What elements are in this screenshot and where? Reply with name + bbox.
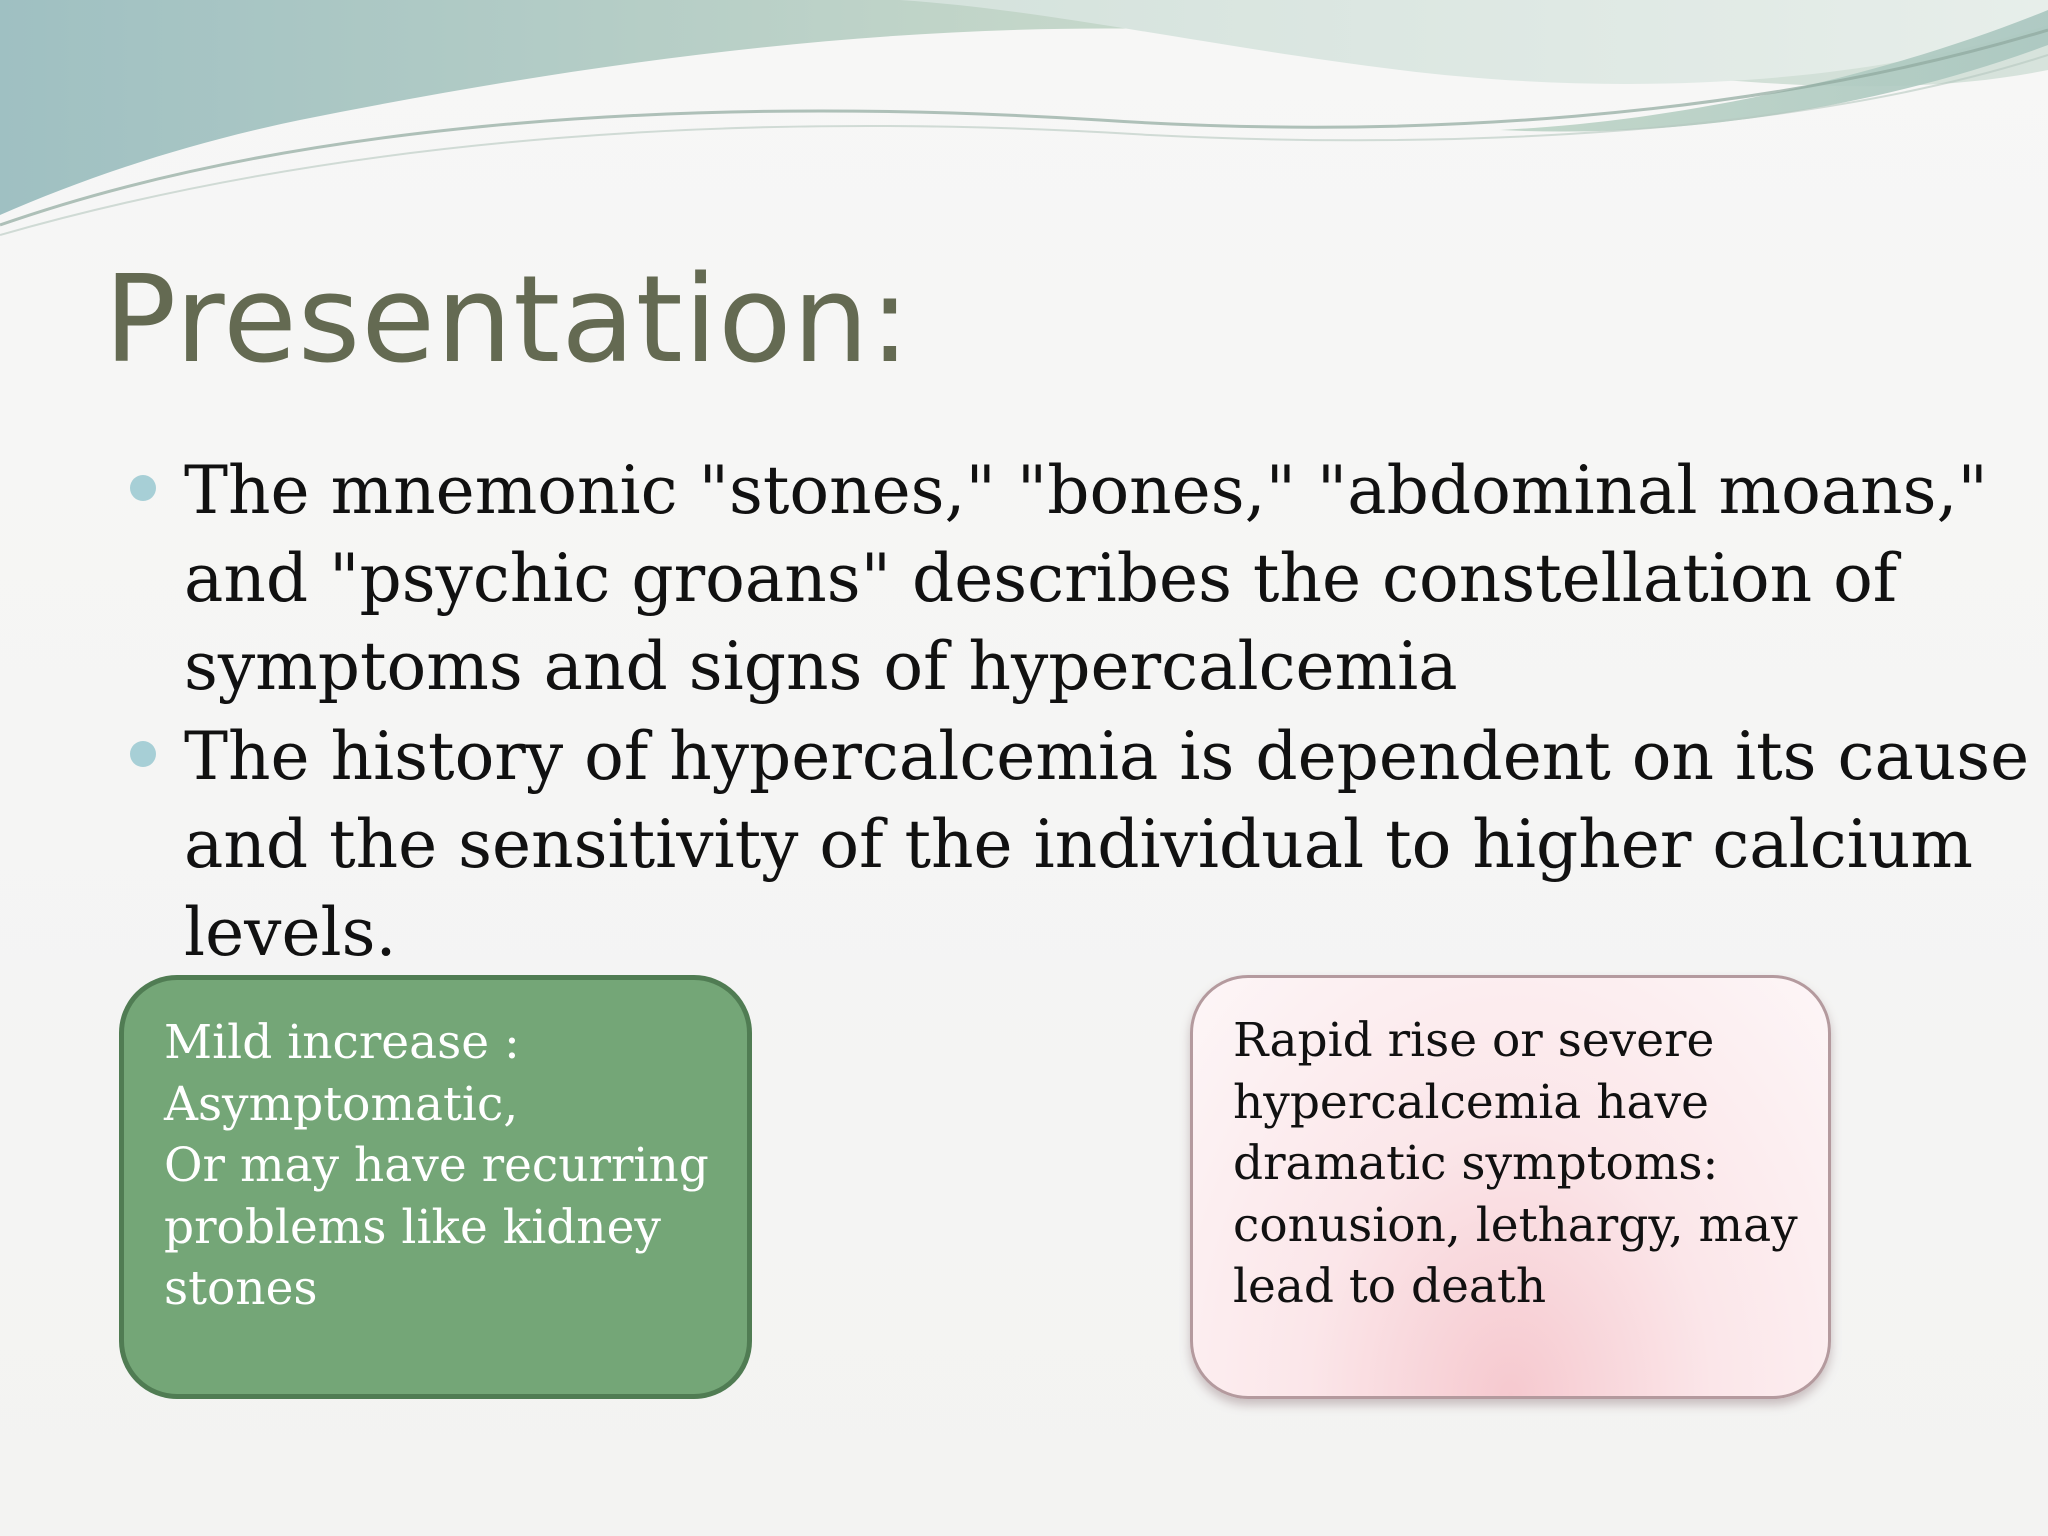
bullet-line: levels. [184, 894, 397, 971]
severe-box-line: Rapid rise or severe [1233, 1013, 1715, 1068]
mild-box-line: Mild increase : [164, 1015, 520, 1070]
severe-box-line: dramatic symptoms: [1233, 1136, 1719, 1191]
bullet-list [130, 447, 2030, 979]
bullet-line: The mnemonic "stones," "bones," "abdominal moans," [184, 452, 1988, 529]
mild-box-line: problems like kidney [164, 1199, 661, 1255]
header-wave-decoration [0, 0, 2048, 240]
bullet-line: symptoms and signs of hypercalcemia [184, 628, 1458, 705]
bullet-item-history [130, 713, 2030, 977]
severe-box-line: lead to death [1233, 1259, 1547, 1314]
bullet-line: and the sensitivity of the individual to higher calcium [184, 806, 1973, 883]
bullet-line: The history of hypercalcemia is dependent on its cause [184, 718, 2030, 795]
bullet-dot-icon [130, 741, 156, 767]
severe-box-line: hypercalcemia have [1233, 1074, 1709, 1130]
severe-box-line: conusion, lethargy, may [1233, 1197, 1798, 1253]
slide-title: Presentation: [104, 251, 912, 390]
mild-box-line: Or may have recurring [164, 1138, 709, 1193]
mild-box-line: Asymptomatic, [164, 1076, 519, 1132]
bullet-item-mnemonic [130, 447, 1988, 711]
severe-hypercalcemia-box [1190, 975, 1831, 1399]
bullet-line: and "psychic groans" describes the constellation of [184, 540, 1898, 617]
bullet-dot-icon [130, 475, 156, 501]
mild-box-line: stones [164, 1261, 318, 1316]
mild-increase-box [119, 975, 752, 1399]
